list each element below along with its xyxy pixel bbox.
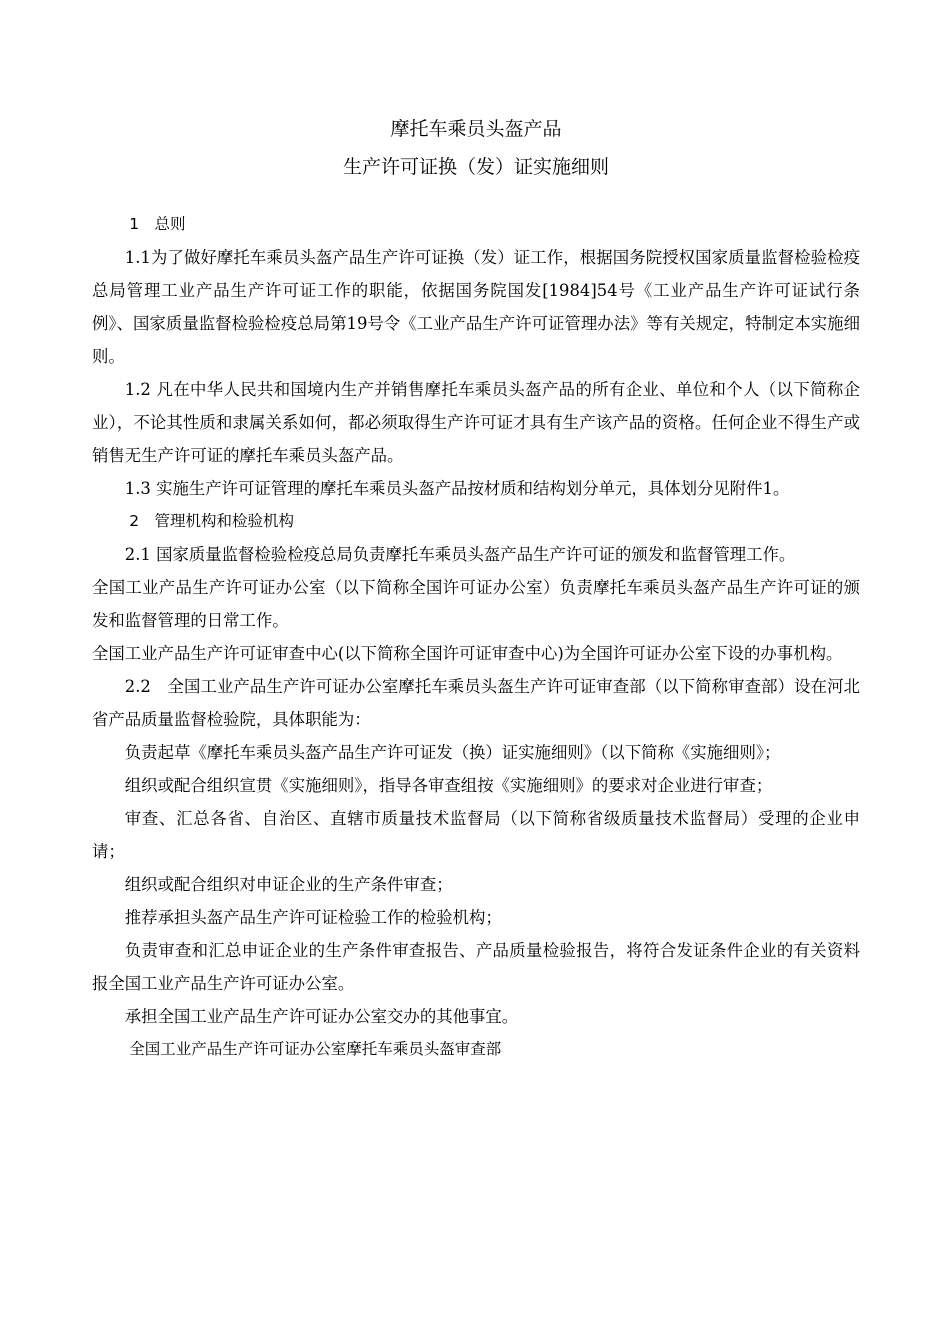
paragraph-2-1c: 全国工业产品生产许可证审查中心(以下简称全国许可证审查中心)为全国许可证办公室下设的办事机构。 (92, 644, 843, 663)
duty-item: 组织或配合组织宣贯《实施细则》，指导各审查组按《实施细则》的要求对企业进行审查； (124, 776, 773, 795)
paragraph-2-2: 2.2 全国工业产品生产许可证办公室摩托车乘员头盔生产许可证审查部（以下简称审查部）设在河北省产品质量监督检验院，具体职能为： (92, 677, 860, 729)
paragraph-1-1: 1.1为了做好摩托车乘员头盔产品生产许可证换（发）证工作，根据国务院授权国家质量监督检验检疫总局管理工业产品生产许可证工作的职能，依据国务院国发[1984]54号《工业产品生产许可证试行条例》、国家质量监督检验检疫总局第19号令《工业产品生产许可证管理办法》等有关规定，特制定本实施细则。 (92, 248, 860, 366)
duty-item: 组织或配合组织对申证企业的生产条件审查； (124, 875, 453, 894)
document-title-line2: 生产许可证换（发）证实施细则 (342, 156, 609, 178)
duty-item: 推荐承担头盔产品生产许可证检验工作的检验机构； (124, 908, 502, 927)
document-title-line1: 摩托车乘员头盔产品 (390, 118, 562, 140)
paragraph-1-2: 1.2 凡在中华人民共和国境内生产并销售摩托车乘员头盔产品的所有企业、单位和个人（以下简称企业），不论其性质和隶属关系如何，都必须取得生产许可证才具有生产该产品的资格。任何企业不得生产或销售无生产许可证的摩托车乘员头盔产品。 (92, 380, 860, 465)
title-block (92, 110, 860, 186)
section-2-heading: 2 管理机构和检验机构 (129, 512, 295, 530)
paragraph-1-3: 1.3 实施生产许可证管理的摩托车乘员头盔产品按材质和结构划分单元，具体划分见附件1。 (124, 479, 790, 498)
closing-heading: 全国工业产品生产许可证办公室摩托车乘员头盔审查部 (129, 1040, 502, 1058)
paragraph-2-1: 2.1 国家质量监督检验检疫总局负责摩托车乘员头盔产品生产许可证的颁发和监督管理工作。 (124, 545, 796, 564)
duty-item: 负责审查和汇总申证企业的生产条件审查报告、产品质量检验报告，将符合发证条件企业的有关资料报全国工业产品生产许可证办公室。 (92, 941, 860, 993)
duty-item: 审查、汇总各省、自治区、直辖市质量技术监督局（以下简称省级质量技术监督局）受理的企业申请； (92, 809, 860, 861)
section-1-heading: 1 总则 (129, 215, 186, 233)
paragraph-2-1b: 全国工业产品生产许可证办公室（以下简称全国许可证办公室）负责摩托车乘员头盔产品生产许可证的颁发和监督管理的日常工作。 (92, 578, 860, 630)
duty-item: 负责起草《摩托车乘员头盔产品生产许可证发（换）证实施细则》（以下简称《实施细则》； (124, 743, 781, 762)
duty-item: 承担全国工业产品生产许可证办公室交办的其他事宜。 (124, 1007, 519, 1026)
